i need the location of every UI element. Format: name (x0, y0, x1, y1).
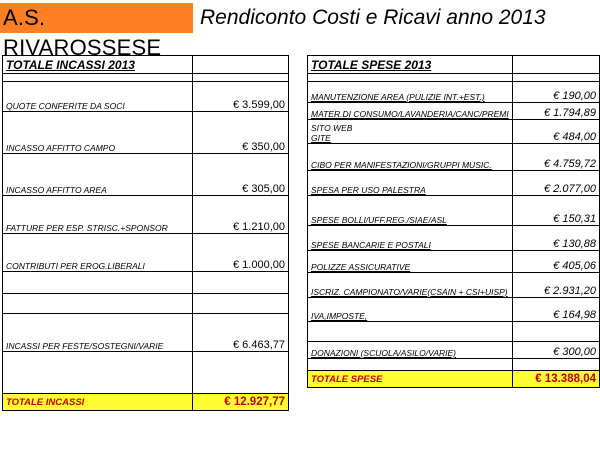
row-label: MANUTENZIONE AREA (PULIZIE INT.+EST.) (308, 82, 513, 103)
table-row (308, 144, 600, 171)
row-label: SITO WEB (311, 123, 353, 133)
table-row (3, 112, 289, 154)
row-amount: € 150,31 (512, 196, 599, 226)
table-row (308, 226, 600, 251)
row-label-secondary: GITE (311, 133, 331, 143)
row-amount: € 6.463,77 (193, 314, 289, 352)
row-amount: € 300,00 (512, 342, 599, 359)
table-row (3, 82, 289, 112)
incassi-title: TOTALE INCASSI 2013 (3, 56, 193, 74)
row-label: ISCRIZ. CAMPIONATO/VARIE(CSAIN + CSI+UISP) (308, 273, 513, 298)
row-amount: € 2.931,20 (512, 273, 599, 298)
empty-row (3, 294, 289, 314)
row-amount: € 1.210,00 (193, 196, 289, 234)
row-amount: € 484,00 (512, 120, 599, 144)
row-amount: € 1.794,89 (512, 103, 599, 120)
row-label: MATER.DI CONSUMO/LAVANDERIA/CANC/PREMI (308, 103, 513, 120)
row-amount: € 190,00 (512, 82, 599, 103)
row-amount: € 1.000,00 (193, 234, 289, 272)
incassi-table (2, 55, 289, 411)
table-row (308, 171, 600, 196)
table-row (308, 196, 600, 226)
report-title: Rendiconto Costi e Ricavi anno 2013 (200, 6, 546, 29)
table-row (308, 103, 600, 120)
row-label: FATTURE PER ESP. STRISC.+SPONSOR (3, 196, 193, 234)
row-label: SPESE BOLLI/UFF.REG./SIAE/ASL (308, 196, 513, 226)
total-amount: € 13.388,04 (512, 371, 599, 388)
table-row (3, 196, 289, 234)
row-label: DONAZIONI (SCUOLA/ASILO/VARIE) (308, 342, 513, 359)
row-label: INCASSO AFFITTO CAMPO (3, 112, 193, 154)
row-label: IVA,IMPOSTE, (308, 298, 513, 322)
row-amount: € 405,06 (512, 251, 599, 273)
table-row (3, 234, 289, 272)
table-row (308, 82, 600, 103)
spese-table (307, 55, 600, 388)
empty-row (3, 352, 289, 394)
table-row (3, 154, 289, 196)
total-label: TOTALE INCASSI (3, 394, 193, 411)
total-amount: € 12.927,77 (193, 394, 289, 411)
row-amount: € 2.077,00 (512, 171, 599, 196)
row-amount: € 164,98 (512, 298, 599, 322)
spese-total-row (308, 371, 600, 388)
empty-row (3, 272, 289, 294)
row-label: QUOTE CONFERITE DA SOCI (3, 82, 193, 112)
table-row (308, 251, 600, 273)
row-label: POLIZZE ASSICURATIVE (308, 251, 513, 273)
table-row (308, 120, 600, 144)
total-label: TOTALE SPESE (308, 371, 513, 388)
row-label: INCASSO AFFITTO AREA (3, 154, 193, 196)
row-label: CIBO PER MANIFESTAZIONI/GRUPPI MUSIC. (308, 144, 513, 171)
row-label: SPESA PER USO PALESTRA (308, 171, 513, 196)
table-row (308, 273, 600, 298)
empty-row (308, 359, 600, 371)
row-label: SPESE BANCARIE E POSTALI (308, 226, 513, 251)
row-amount: € 4.759,72 (512, 144, 599, 171)
row-label: INCASSI PER FESTE/SOSTEGNI/VARIE (3, 314, 193, 352)
incassi-header-row (3, 56, 289, 74)
row-amount: € 3.599,00 (193, 82, 289, 112)
incassi-total-row (3, 394, 289, 411)
row-amount: € 130,88 (512, 226, 599, 251)
empty-row (308, 322, 600, 342)
row-amount: € 350,00 (193, 112, 289, 154)
table-row (308, 342, 600, 359)
row-label: CONTRIBUTI PER EROG.LIBERALI (3, 234, 193, 272)
spese-header-row (308, 56, 600, 74)
row-amount: € 305,00 (193, 154, 289, 196)
table-row (308, 298, 600, 322)
table-row (3, 314, 289, 352)
spese-title: TOTALE SPESE 2013 (308, 56, 513, 74)
organization-title: A.S. RIVAROSSESE (0, 3, 193, 33)
